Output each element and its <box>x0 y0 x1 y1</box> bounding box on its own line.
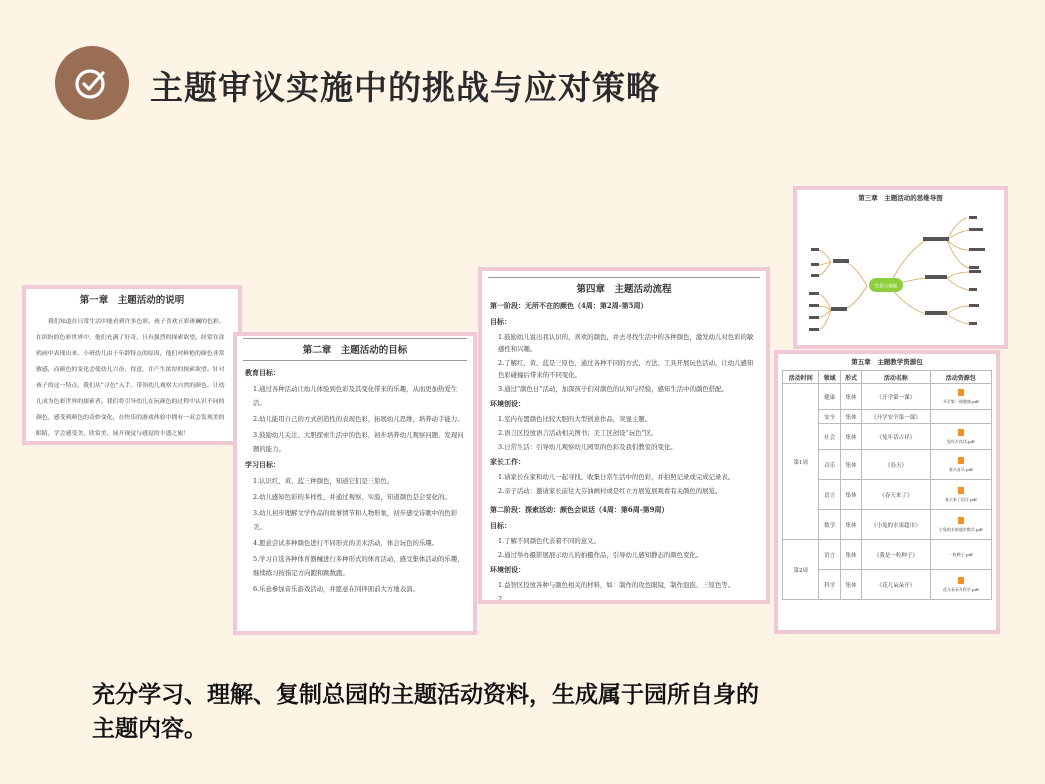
doc-chapter5-table-image <box>774 350 1000 634</box>
doc-heading: 第四章 主题活动流程 <box>576 284 672 295</box>
pdf-file-icon <box>958 457 964 464</box>
name-cell: 《我是一粒种子》 <box>862 540 930 570</box>
doc-item: 2.亲子活动：邀请家长前往大芬油画村或是红立方展览展观看有关颜色的展览。 <box>498 487 722 495</box>
resource-file-name: 小兔的水果超市数学.pdf <box>938 527 983 532</box>
doc-heading: 第五章 主题教学资源包 <box>851 358 923 366</box>
domain-cell: 语言 <box>819 540 840 570</box>
resource-file-name: 开学第一课健康.pdf <box>942 399 979 404</box>
resource-cell <box>930 424 991 450</box>
doc-label: 环境创设： <box>490 565 525 574</box>
domain-cell: 音乐 <box>819 450 840 480</box>
doc-label: 环境创设： <box>490 399 525 408</box>
doc-item: 3.通过“颜色日”活动，加深孩子们对颜色的认知与经验，感知生活中的颜色搭配。 <box>498 385 728 393</box>
doc-item: 2.… <box>498 595 511 603</box>
doc-item: 1.鼓励幼儿说出我认识的、喜欢的颜色，并去寻找生活中的各种颜色，激发幼儿对色彩的敏感性和兴趣。 <box>498 333 754 353</box>
table-header: 活动时间 <box>783 371 819 384</box>
doc-label: 家长工作： <box>490 457 525 466</box>
week-cell: 第1周 <box>783 384 819 540</box>
doc-item: 1.了解不同颜色代表着不同的意义。 <box>498 537 600 545</box>
resource-cell <box>930 410 991 424</box>
check-circle-icon <box>55 46 129 120</box>
domain-cell: 数学 <box>819 510 840 540</box>
pdf-file-icon <box>958 429 964 436</box>
form-cell: 集体 <box>840 510 861 540</box>
doc-heading: 第三章 主题活动的思维导图 <box>858 194 943 202</box>
week-cell: 第2周 <box>783 540 819 600</box>
name-cell: 《春天》 <box>862 450 930 480</box>
resource-file-name: 一粒种子.pdf <box>948 551 973 557</box>
doc-label: 目标： <box>490 317 511 326</box>
form-cell: 集体 <box>840 450 861 480</box>
doc-item: 2.通过举办摄影展展示幼儿的拍摄作品，引导幼儿感知静态的颜色变化。 <box>498 551 703 559</box>
resource-cell <box>930 570 991 600</box>
footer-caption: 充分学习、理解、复制总园的主题活动资料，生成属于园所自身的主题内容。 <box>92 682 759 742</box>
form-cell: 集体 <box>840 540 861 570</box>
doc-chapter4-image <box>478 267 770 604</box>
doc-item: 2.了解红、黄、蓝是三原色，通过各种不同的方式、方法、工具开展玩色活动，让幼儿感知色彩碰撞后带来的不同变化。 <box>498 359 754 379</box>
form-cell: 集体 <box>840 384 861 410</box>
table-header: 活动名称 <box>862 371 930 384</box>
doc-item: 5.学习自选各种体育器械进行多种形式的体育活动，感受集体活动的乐趣，继续练习按指定方向跑和跳数跑。 <box>253 555 464 577</box>
domain-cell: 健康 <box>819 384 840 410</box>
name-cell: 《花儿朵朵开》 <box>862 570 930 600</box>
resource-file-name: 花儿朵朵开科学.pdf <box>942 587 979 592</box>
doc-stage: 第二阶段：探索活动：颜色会说话（4周：第6周-第9周） <box>490 505 669 514</box>
name-cell: 《开学第一课》 <box>862 384 930 410</box>
table-header: 领域 <box>819 371 840 384</box>
doc-item: 6.乐意参加音乐游戏活动，并愿意在同伴面前大方地表演。 <box>253 585 419 593</box>
form-cell: 集体 <box>840 424 861 450</box>
doc-item: 1.请家长在家和幼儿一起寻找、收集日常生活中的色彩，并拍照记录或完成记录表。 <box>498 473 735 481</box>
resource-file-name: 春天来了语言.pdf <box>944 497 977 502</box>
doc-item: 1.室内布置颜色比较大胆的大型创意作品，突显主题。 <box>498 415 652 423</box>
page-title: 主题审议实施中的挑战与应对策略 <box>150 68 660 107</box>
name-cell: 《春天来了》 <box>862 480 930 510</box>
doc-heading: 第二章 主题活动的目标 <box>302 345 408 356</box>
resource-cell <box>930 384 991 410</box>
mindmap-center: 色彩大揭秘 <box>874 284 898 290</box>
table-header: 活动资源包 <box>930 371 991 384</box>
doc-item: 2.幼儿感知色彩的多样性，并通过观察、实验，知道颜色是会变化的。 <box>253 493 451 501</box>
table-header: 形式 <box>840 371 861 384</box>
doc-paragraph: 我们知道在日常生活中能看到许多色彩。孩子喜欢五彩斑斓的色彩，在缤纷的色彩世界中，他们充满了好奇，且有强烈的探索欲望。经常在涂鸦画中表现出来。小班幼儿由于年龄特点的原因，他们对鲜艳的颜色非常敏感，而颜色的变化会使幼儿兴奋、得意，并产生浓厚的探索欲望。针对孩子的这一特点，我们从“寻色”入手，带领幼儿观察大自然的颜色，让幼儿成为色彩世界的探索者。我们将引导幼儿在玩颜色的过程中认识不同的颜色，感受到颜色的奇妙变化，在快乐的游戏体验中拥有一双会发现美的眼睛，学会感受美、欣赏美，展开视觉与感觉的丰盛之旅！ <box>36 319 225 437</box>
doc-item: 1.通过各种活动让幼儿体验到色彩及其变化带来的乐趣，从而更加热爱生活。 <box>253 385 458 407</box>
domain-cell: 科学 <box>819 570 840 600</box>
name-cell: 《开学安全第一课》 <box>862 410 930 424</box>
pdf-file-icon <box>958 487 964 494</box>
form-cell: 集体 <box>840 570 861 600</box>
domain-cell: 社会 <box>819 424 840 450</box>
doc-item: 1.认识红、黄、蓝三种颜色，知道它们是三原色。 <box>253 477 394 485</box>
resource-file-name: 春天音乐.pdf <box>948 467 973 472</box>
mindmap-diagram <box>797 210 1004 345</box>
name-cell: 《小兔的水果超市》 <box>862 510 930 540</box>
doc-stage: 第一阶段：无所不在的颜色（4周：第2周-第5周） <box>490 301 648 310</box>
doc-item: 2.幼儿能用自己的方式创造性的表现色彩，拓展幼儿思维，培养动手能力。 <box>253 415 464 423</box>
doc-heading: 第一章 主题活动的说明 <box>79 295 185 306</box>
domain-cell: 安全 <box>819 410 840 424</box>
doc-chapter3-mindmap-image <box>793 186 1008 349</box>
doc-label: 学习目标： <box>245 460 280 469</box>
pdf-file-icon <box>958 517 964 524</box>
form-cell: 集体 <box>840 480 861 510</box>
doc-item: 3.幼儿初步理解文学作品的故事情节和人物形象，初步感受诗歌中的色彩美。 <box>253 509 458 531</box>
doc-chapter1-image <box>22 285 242 445</box>
doc-label: 教育目标： <box>245 368 280 377</box>
doc-label: 目标： <box>490 521 511 530</box>
form-cell: 集体 <box>840 410 861 424</box>
name-cell: 《兔年话吉祥》 <box>862 424 930 450</box>
doc-item: 1.益智区投放各种与颜色相关的材料，如：制作的攻色眼镜，制作泡泡、三原色等。 <box>498 581 735 589</box>
doc-item: 2.语言区投放语言活动相关图书；美工区创设“玩色”区。 <box>498 429 658 437</box>
domain-cell: 语言 <box>819 480 840 510</box>
doc-item: 4.愿意尝试多种颜色进行不同形式的美术活动，体会玩色的乐趣。 <box>253 539 439 547</box>
resource-file-name: 兔年吉祥话.pdf <box>946 439 975 444</box>
pdf-file-icon <box>958 577 964 584</box>
doc-item: 3.鼓励幼儿关注、大胆探索生活中的色彩，初步培养幼儿观察问题、发现问题的能力。 <box>253 431 464 453</box>
doc-item: 3.日常生活：引导幼儿观察幼儿园里的色彩及我们教室的变化。 <box>498 443 677 451</box>
pdf-file-icon <box>958 389 964 396</box>
resource-cell <box>930 540 991 570</box>
resource-cell <box>930 510 991 540</box>
resource-cell <box>930 480 991 510</box>
doc-chapter2-image <box>233 332 477 635</box>
resource-table <box>782 370 992 600</box>
resource-cell <box>930 450 991 480</box>
